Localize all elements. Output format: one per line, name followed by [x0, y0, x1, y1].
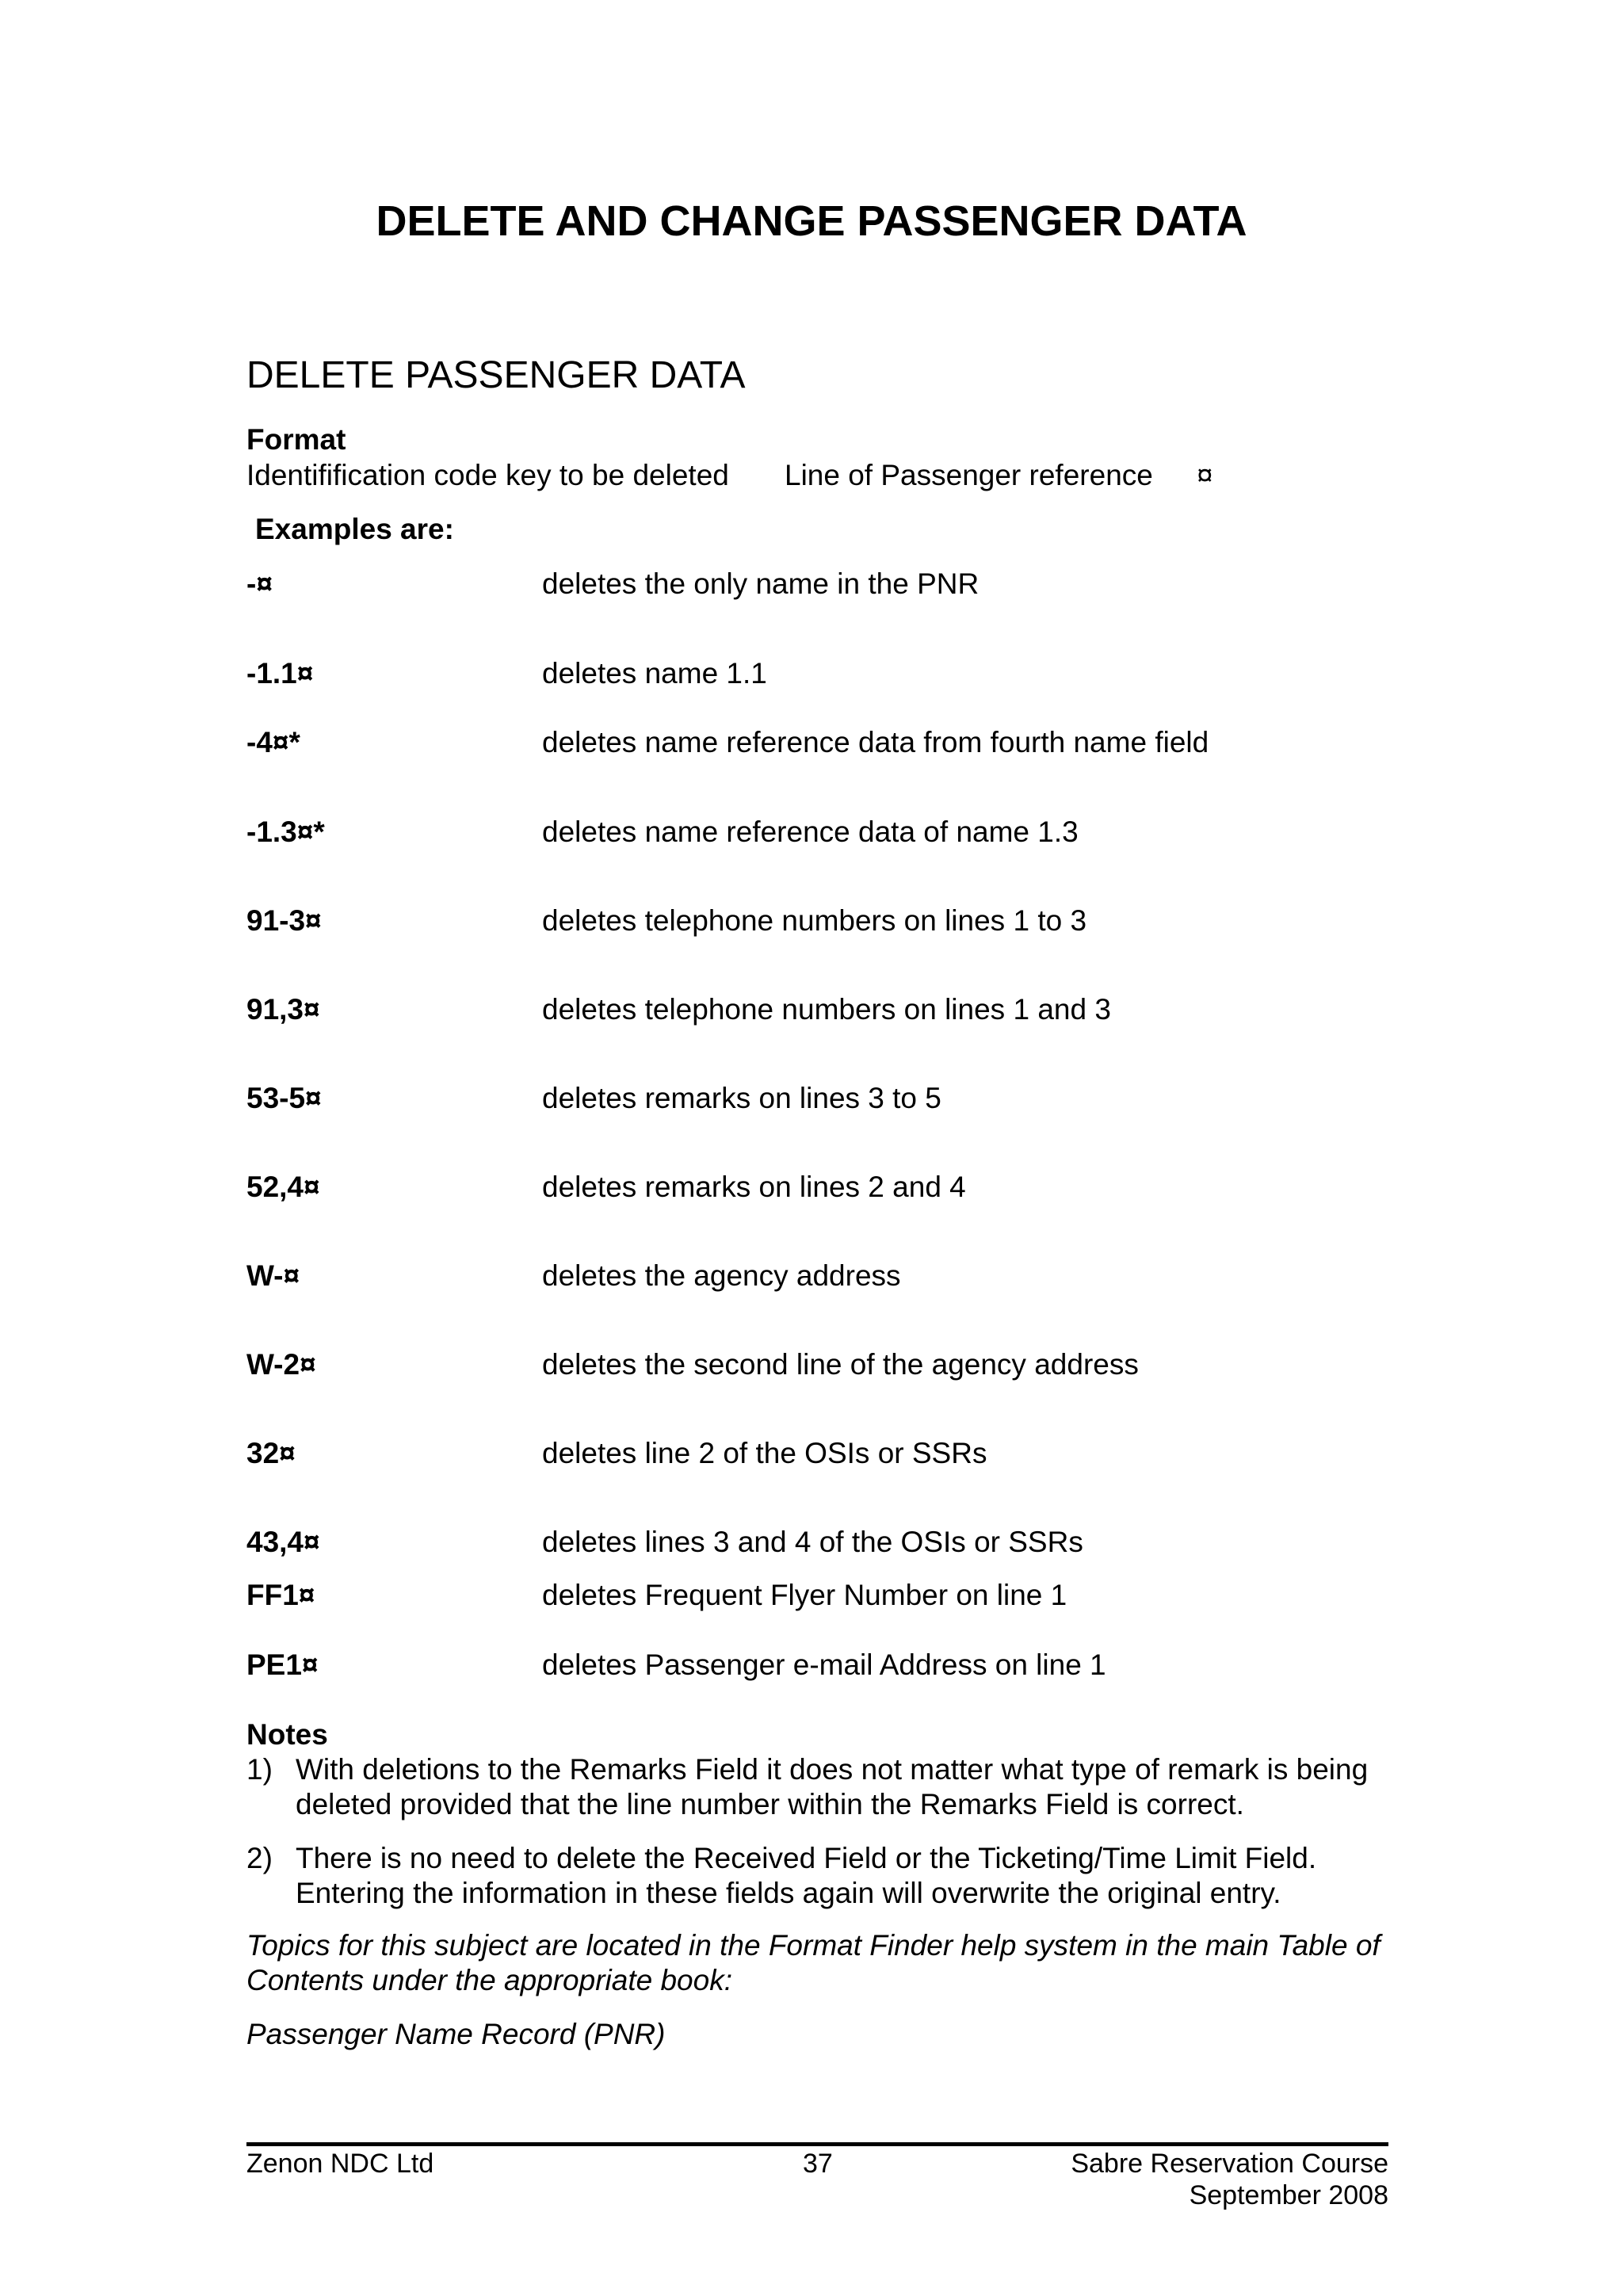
format-label: Format: [246, 423, 346, 456]
example-row: [0, 567, 1623, 602]
example-description: deletes Passenger e-mail Address on line 1: [542, 1648, 1106, 1681]
example-code: 43,4¤: [246, 1526, 320, 1558]
note-number: 1): [246, 1753, 273, 1786]
example-description: deletes the second line of the agency address: [542, 1348, 1139, 1381]
example-code: 52,4¤: [246, 1171, 320, 1203]
note-text: There is no need to delete the Received Field or the Ticketing/Time Limit Field. Entering the information in these fields again will overwrite the original entry.: [296, 1842, 1317, 1909]
notes-label: Notes: [246, 1718, 328, 1751]
example-code: W-¤: [246, 1259, 300, 1292]
footer-course-date: September 2008: [1189, 2180, 1388, 2210]
example-code: PE1¤: [246, 1648, 319, 1681]
example-description: deletes telephone numbers on lines 1 and 3: [542, 993, 1111, 1026]
footer-course-info: [1071, 2148, 1388, 2211]
example-code: 91-3¤: [246, 904, 322, 937]
footer-divider: [246, 2142, 1388, 2146]
example-description: deletes remarks on lines 3 to 5: [542, 1082, 941, 1114]
example-description: deletes lines 3 and 4 of the OSIs or SSRs: [542, 1526, 1083, 1558]
example-row: [0, 1578, 1623, 1613]
example-code: -4¤*: [246, 726, 300, 758]
topic-book: Passenger Name Record (PNR): [246, 2018, 666, 2050]
example-row: [0, 815, 1623, 850]
format-identification-code: Identifification code key to be deleted: [246, 459, 729, 491]
example-row: [0, 725, 1623, 760]
example-code: 91,3¤: [246, 993, 320, 1026]
example-row: [0, 1081, 1623, 1116]
example-code: 53-5¤: [246, 1082, 322, 1114]
example-row: [0, 656, 1623, 691]
topics-text: Topics for this subject are located in the Format Finder help system in the main Table of Contents under the appropriate book:: [246, 1929, 1381, 1996]
example-row: [0, 1259, 1623, 1293]
example-description: deletes name reference data of name 1.3: [542, 816, 1079, 848]
example-code: -1.1¤: [246, 657, 314, 690]
example-description: deletes the agency address: [542, 1259, 901, 1292]
example-code: 32¤: [246, 1437, 296, 1469]
page-title: DELETE AND CHANGE PASSENGER DATA: [376, 197, 1247, 245]
footer-course-title: Sabre Reservation Course: [1071, 2149, 1388, 2179]
example-row: [0, 1170, 1623, 1205]
format-end-item-symbol: ¤: [1197, 459, 1213, 491]
example-row: [0, 1347, 1623, 1382]
example-description: deletes remarks on lines 2 and 4: [542, 1171, 966, 1203]
example-description: deletes telephone numbers on lines 1 to 3: [542, 904, 1087, 937]
format-line-reference: Line of Passenger reference: [785, 459, 1153, 491]
section-heading: DELETE PASSENGER DATA: [246, 354, 746, 396]
example-code: FF1¤: [246, 1579, 315, 1611]
example-code: -1.3¤*: [246, 816, 325, 848]
example-description: deletes name 1.1: [542, 657, 767, 690]
page-number: 37: [803, 2149, 833, 2179]
example-code: W-2¤: [246, 1348, 316, 1381]
example-row: [0, 1436, 1623, 1471]
example-description: deletes name reference data from fourth name field: [542, 726, 1209, 758]
example-description: deletes line 2 of the OSIs or SSRs: [542, 1437, 987, 1469]
example-row: [0, 1648, 1623, 1683]
example-row: [0, 904, 1623, 938]
examples-label: Examples are:: [255, 513, 454, 545]
example-description: deletes the only name in the PNR: [542, 567, 980, 600]
example-row: [0, 992, 1623, 1027]
note-item: [246, 1841, 1403, 1911]
note-text: With deletions to the Remarks Field it does not matter what type of remark is being deleted provided that the line number within the Remarks Field is correct.: [296, 1753, 1369, 1820]
example-row: [0, 1525, 1623, 1560]
example-code: -¤: [246, 567, 273, 600]
example-description: deletes Frequent Flyer Number on line 1: [542, 1579, 1067, 1611]
footer-company: Zenon NDC Ltd: [246, 2149, 434, 2179]
note-number: 2): [246, 1842, 273, 1874]
note-item: [246, 1752, 1403, 1822]
